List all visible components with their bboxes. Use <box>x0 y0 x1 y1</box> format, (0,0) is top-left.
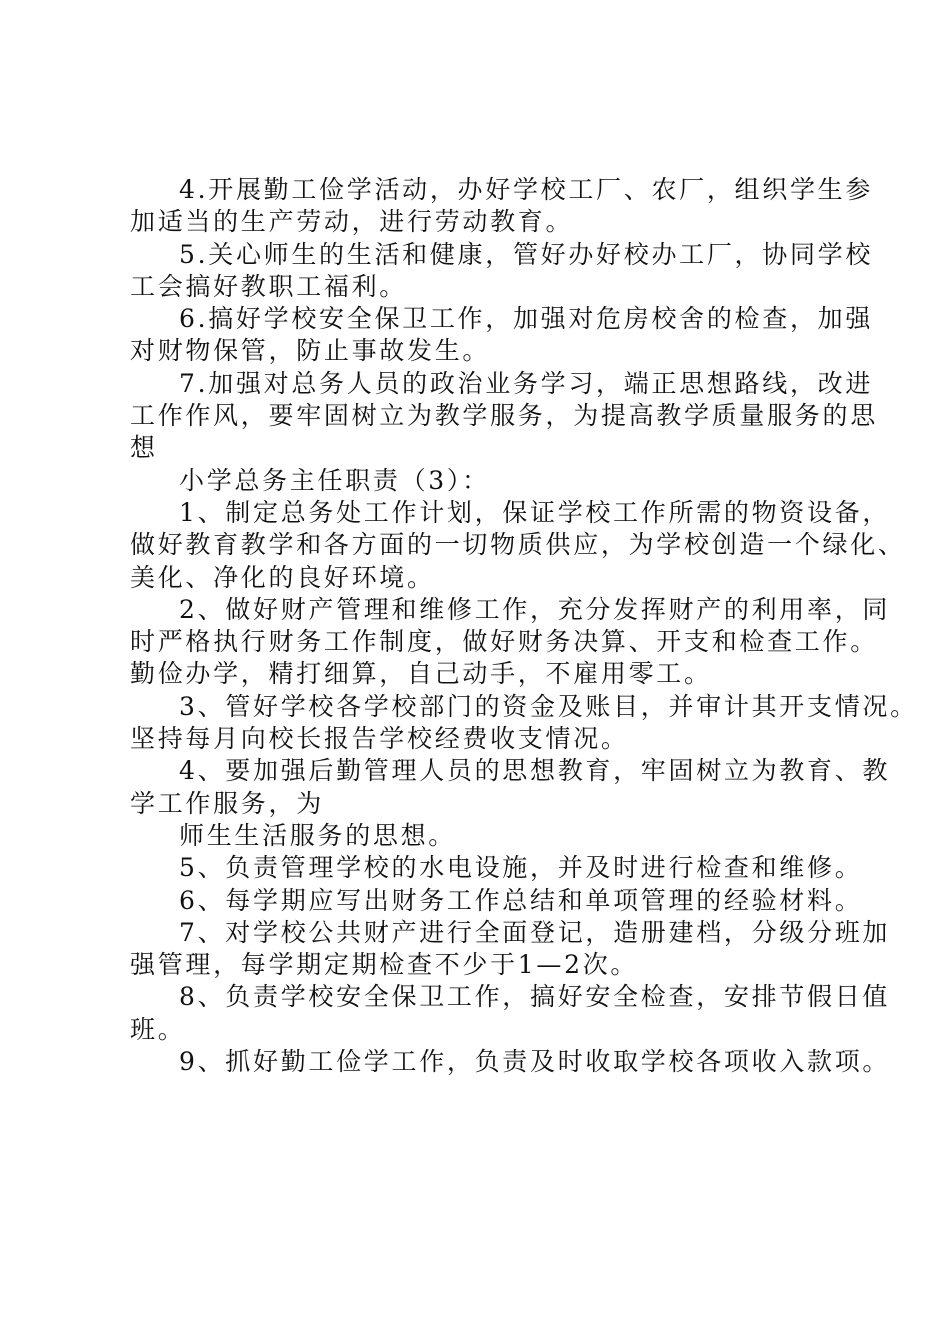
duty-7-line-2: 强管理，每学期定期检查不少于1—2次。 <box>130 950 639 980</box>
paragraph-5-line-1: 5.关心师生的生活和健康，管好办好校办工厂，协同学校 <box>179 239 874 269</box>
duty-6-line-1: 6、每学期应写出财务工作总结和单项管理的经验材料。 <box>179 885 863 915</box>
duty-3-line-1: 3、管好学校各学校部门的资金及账目，并审计其开支情况。 <box>179 691 918 721</box>
paragraph-7-line-1: 7.加强对总务人员的政治业务学习，端正思想路线，改进 <box>179 368 874 398</box>
paragraph-4-line-2: 加适当的生产劳动，进行劳动教育。 <box>130 207 574 237</box>
duty-3-line-2: 坚持每月向校长报告学校经费收支情况。 <box>130 724 629 754</box>
document-body <box>130 174 918 1078</box>
paragraph-6-line-2: 对财物保管，防止事故发生。 <box>130 336 491 366</box>
duty-9-line-1: 9、抓好勤工俭学工作，负责及时收取学校各项收入款项。 <box>179 1047 891 1077</box>
duty-5-line-1: 5、负责管理学校的水电设施，并及时进行检查和维修。 <box>179 853 863 883</box>
section-heading: 小学总务主任职责（3）： <box>179 465 490 495</box>
paragraph-7-line-2: 工作作风，要牢固树立为教学服务，为提高教学质量服务的思 <box>130 401 878 431</box>
duty-1-line-1: 1、制定总务处工作计划，保证学校工作所需的物资设备， <box>179 497 891 527</box>
paragraph-6-line-1: 6.搞好学校安全保卫工作，加强对危房校舍的检查，加强 <box>179 304 874 334</box>
duty-2-line-2: 时严格执行财务工作制度，做好财务决算、开支和检查工作。 <box>130 627 878 657</box>
duty-4-line-1: 4、要加强后勤管理人员的思想教育，牢固树立为教育、教 <box>179 756 891 786</box>
duty-4-line-2: 学工作服务，为 <box>130 788 324 818</box>
paragraph-5-line-2: 工会搞好教职工福利。 <box>130 271 408 301</box>
duty-8-line-2: 班。 <box>130 1014 186 1044</box>
duty-8-line-1: 8、负责学校安全保卫工作，搞好安全检查，安排节假日值 <box>179 982 891 1012</box>
duty-4-line-3: 师生生活服务的思想。 <box>179 820 457 850</box>
duty-7-line-1: 7、对学校公共财产进行全面登记，造册建档，分级分班加 <box>179 917 891 947</box>
paragraph-4-line-1: 4.开展勤工俭学活动，办好学校工厂、农厂，组织学生参 <box>179 175 874 204</box>
duty-2-line-1: 2、做好财产管理和维修工作，充分发挥财产的利用率，同 <box>179 594 891 624</box>
paragraph-7-line-3: 想 <box>130 433 158 463</box>
duty-1-line-3: 美化、净化的良好环境。 <box>130 562 435 592</box>
duty-2-line-3: 勤俭办学，精打细算，自己动手，不雇用零工。 <box>130 659 712 689</box>
duty-1-line-2: 做好教育教学和各方面的一切物质供应，为学校创造一个绿化、 <box>130 530 906 560</box>
